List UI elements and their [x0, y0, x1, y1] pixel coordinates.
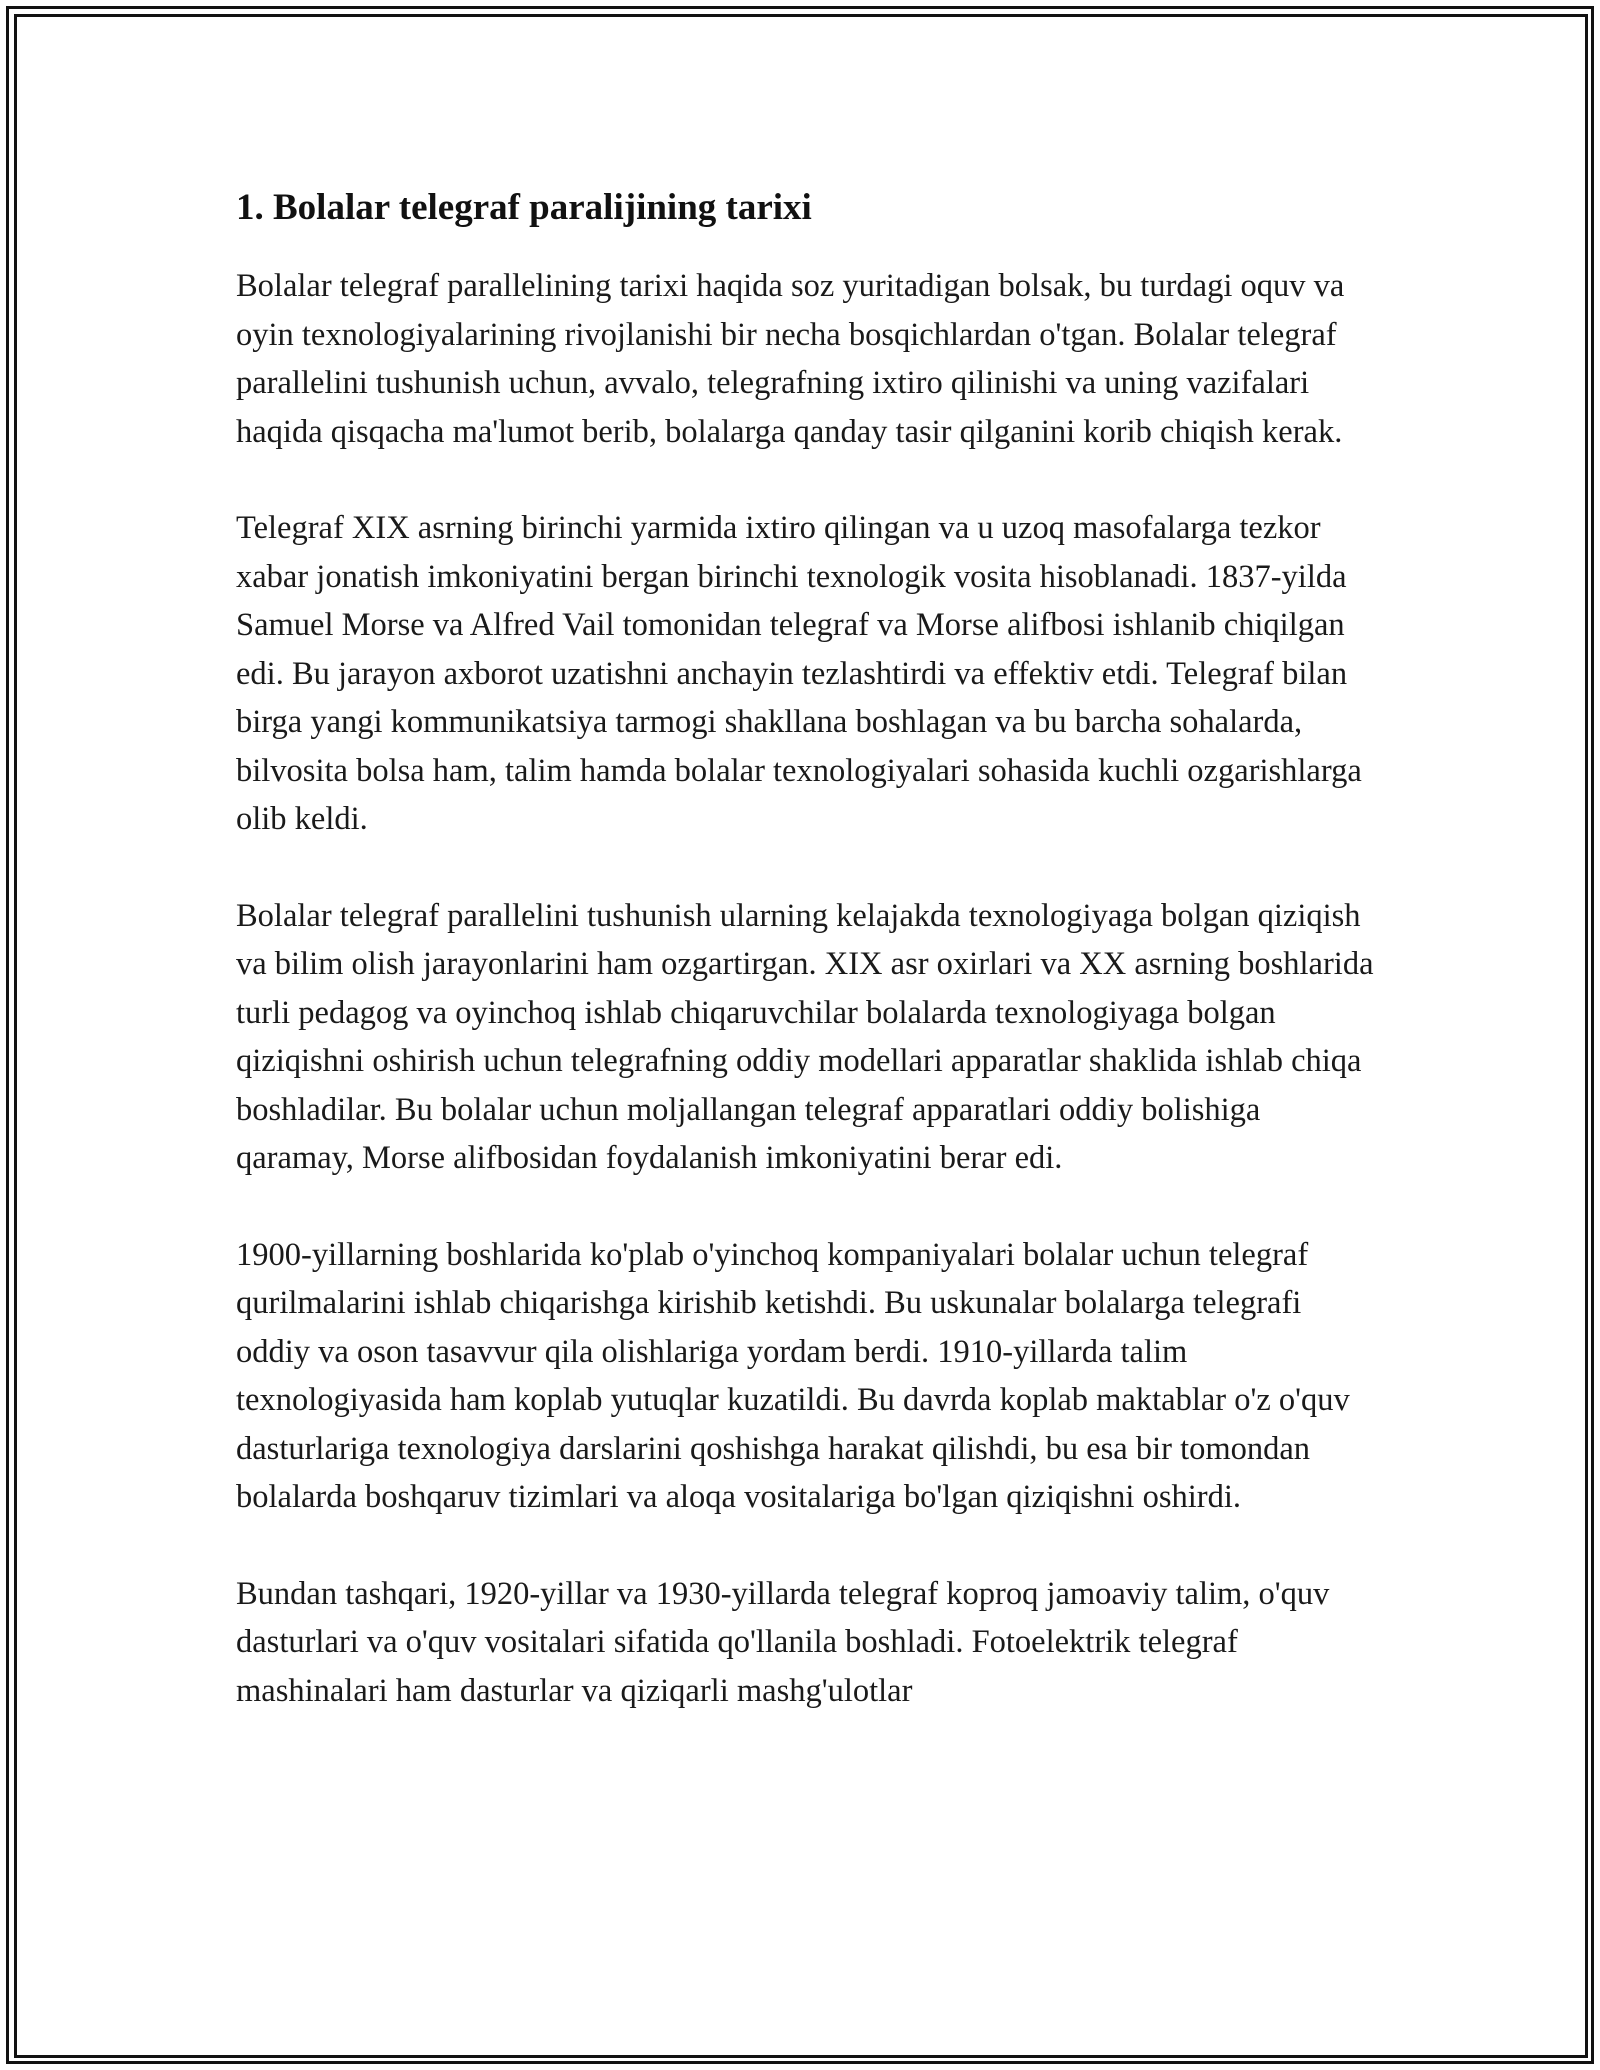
paragraph-2: Telegraf XIX asrning birinchi yarmida ixtiro qilingan va u uzoq masofalarga tezkor xabar jonatish imkoniyatini bergan birinchi texnologik vosita hisoblanadi. 1837-yilda Samuel Morse va Alfred Vail tomonidan telegraf va Morse alifbosi ishlanib chiqilgan edi. Bu jarayon axborot uzatishni anchayin tezlashtirdi va effektiv etdi. Telegraf bilan birga yangi kommunikatsiya tarmogi shakllana boshlagan va bu barcha sohalarda, bilvosita bolsa ham, talim hamda bolalar texnologiyalari sohasida kuchli ozgarishlarga olib keldi.	[236, 510, 1362, 837]
paragraph-3: Bolalar telegraf parallelini tushunish ularning kelajakda texnologiyaga bolgan qiziqish va bilim olish jarayonlarini ham ozgartirgan. XIX asr oxirlari va XX asrning boshlarida turli pedagog va oyinchoq ishlab chiqaruvchilar bolalarda texnologiyaga bolgan qiziqishni oshirish uchun telegrafning oddiy modellari apparatlar shaklida ishlab chiqa boshladilar. Bu bolalar uchun moljallangan telegraf apparatlari oddiy bolishiga qaramay, Morse alifbosidan foydalanish imkoniyatini berar edi.	[236, 897, 1374, 1176]
paragraph-1: Bolalar telegraf parallelining tarixi haqida soz yuritadigan bolsak, bu turdagi oquv va oyin texnologiyalarining rivojlanishi bir necha bosqichlardan o'tgan. Bolalar telegraf parallelini tushunish uchun, avvalo, telegrafning ixtiro qilinishi va uning vazifalari haqida qisqacha ma'lumot berib, bolalarga qanday tasir qilganini korib chiqish kerak.	[236, 268, 1345, 450]
document-body	[236, 184, 1376, 1715]
paragraph-5: Bundan tashqari, 1920-yillar va 1930-yillarda telegraf koproq jamoaviy talim, o'quv dasturlari va o'quv vositalari sifatida qo'llanila boshladi. Fotoelektrik telegraf mashinalari ham dasturlar va qiziqarli mashg'ulotlar	[236, 1575, 1330, 1709]
section-heading: 1. Bolalar telegraf paralijining tarixi	[236, 187, 812, 228]
paragraph-4: 1900-yillarning boshlarida ko'plab o'yinchoq kompaniyalari bolalar uchun telegraf qurilmalarini ishlab chiqarishga kirishib ketishdi. Bu uskunalar bolalarga telegrafi oddiy va oson tasavvur qila olishlariga yordam berdi. 1910-yillarda talim texnologiyasida ham koplab yutuqlar kuzatildi. Bu davrda koplab maktablar o'z o'quv dasturlariga texnologiya darslarini qoshishga harakat qilishdi, bu esa bir tomondan bolalarda boshqaruv tizimlari va aloqa vositalariga bo'lgan qiziqishni oshirdi.	[236, 1236, 1350, 1515]
